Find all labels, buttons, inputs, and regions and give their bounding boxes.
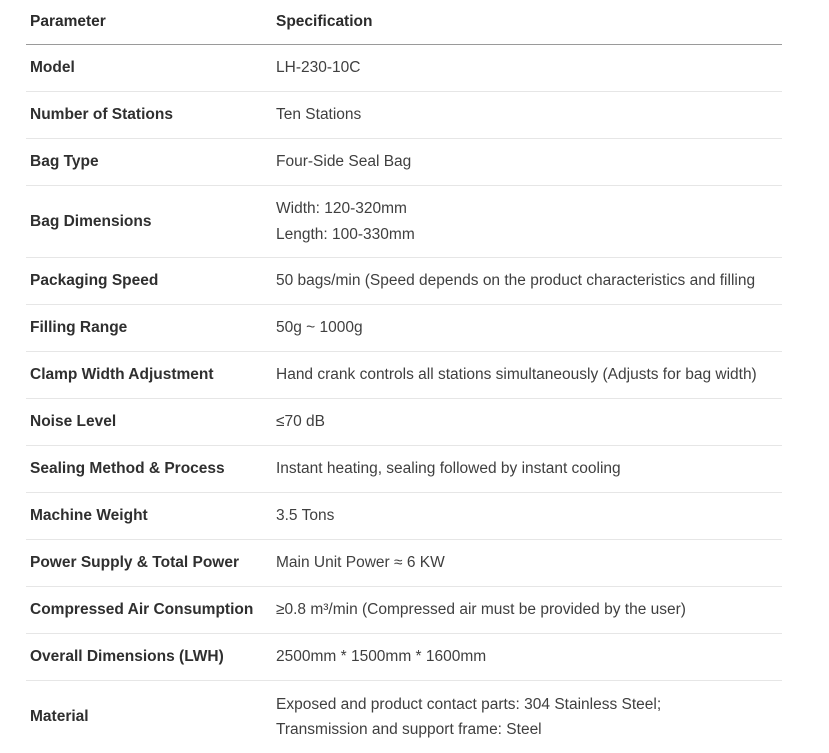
- param-cell: Power Supply & Total Power: [26, 540, 272, 587]
- value-line: 50g ~ 1000g: [276, 315, 782, 341]
- value-line: LH-230-10C: [276, 55, 782, 81]
- param-cell: Bag Type: [26, 139, 272, 186]
- value-cell: [272, 634, 782, 681]
- table-header: [26, 0, 782, 45]
- param-cell: Clamp Width Adjustment: [26, 352, 272, 399]
- param-cell: Number of Stations: [26, 92, 272, 139]
- param-cell: Noise Level: [26, 399, 272, 446]
- table-row: [26, 186, 782, 258]
- table-row: [26, 139, 782, 186]
- table-row: [26, 92, 782, 139]
- value-line: Hand crank controls all stations simultaneously (Adjusts for bag width): [276, 362, 782, 388]
- value-line: 2500mm * 1500mm * 1600mm: [276, 644, 782, 670]
- table-row: [26, 305, 782, 352]
- table-row: [26, 446, 782, 493]
- value-cell: [272, 139, 782, 186]
- value-line: Ten Stations: [276, 102, 782, 128]
- value-line: 50 bags/min (Speed depends on the product characteristics and filling: [276, 268, 782, 294]
- value-cell: [272, 399, 782, 446]
- value-line: Main Unit Power ≈ 6 KW: [276, 550, 782, 576]
- table-row: [26, 258, 782, 305]
- param-cell: Compressed Air Consumption: [26, 587, 272, 634]
- header-parameter: Parameter: [26, 0, 272, 45]
- table-row: [26, 352, 782, 399]
- value-cell: [272, 540, 782, 587]
- value-cell: [272, 493, 782, 540]
- value-cell: [272, 186, 782, 258]
- value-cell: [272, 92, 782, 139]
- param-cell: Sealing Method & Process: [26, 446, 272, 493]
- table-row: [26, 540, 782, 587]
- table-row: [26, 681, 782, 753]
- param-cell: Filling Range: [26, 305, 272, 352]
- value-line: Transmission and support frame: Steel: [276, 717, 782, 743]
- param-cell: Packaging Speed: [26, 258, 272, 305]
- specification-table: [26, 0, 782, 753]
- value-line: 3.5 Tons: [276, 503, 782, 529]
- table-row: [26, 399, 782, 446]
- value-line: Width: 120-320mm: [276, 196, 782, 222]
- param-cell: Material: [26, 681, 272, 753]
- value-line: ≤70 dB: [276, 409, 782, 435]
- param-cell: Overall Dimensions (LWH): [26, 634, 272, 681]
- value-line: Length: 100-330mm: [276, 222, 782, 248]
- value-cell: [272, 446, 782, 493]
- value-line: Instant heating, sealing followed by instant cooling: [276, 456, 782, 482]
- value-cell: [272, 258, 782, 305]
- value-cell: [272, 587, 782, 634]
- table-row: [26, 634, 782, 681]
- value-line: Four-Side Seal Bag: [276, 149, 782, 175]
- value-cell: [272, 305, 782, 352]
- param-cell: Bag Dimensions: [26, 186, 272, 258]
- value-cell: [272, 681, 782, 753]
- value-line: ≥0.8 m³/min (Compressed air must be provided by the user): [276, 597, 782, 623]
- header-specification: Specification: [272, 0, 782, 45]
- table-body: [26, 45, 782, 753]
- value-line: Exposed and product contact parts: 304 Stainless Steel;: [276, 692, 782, 718]
- table-row: [26, 45, 782, 92]
- table-row: [26, 493, 782, 540]
- param-cell: Machine Weight: [26, 493, 272, 540]
- header-row: [26, 0, 782, 45]
- table-row: [26, 587, 782, 634]
- param-cell: Model: [26, 45, 272, 92]
- value-cell: [272, 45, 782, 92]
- value-cell: [272, 352, 782, 399]
